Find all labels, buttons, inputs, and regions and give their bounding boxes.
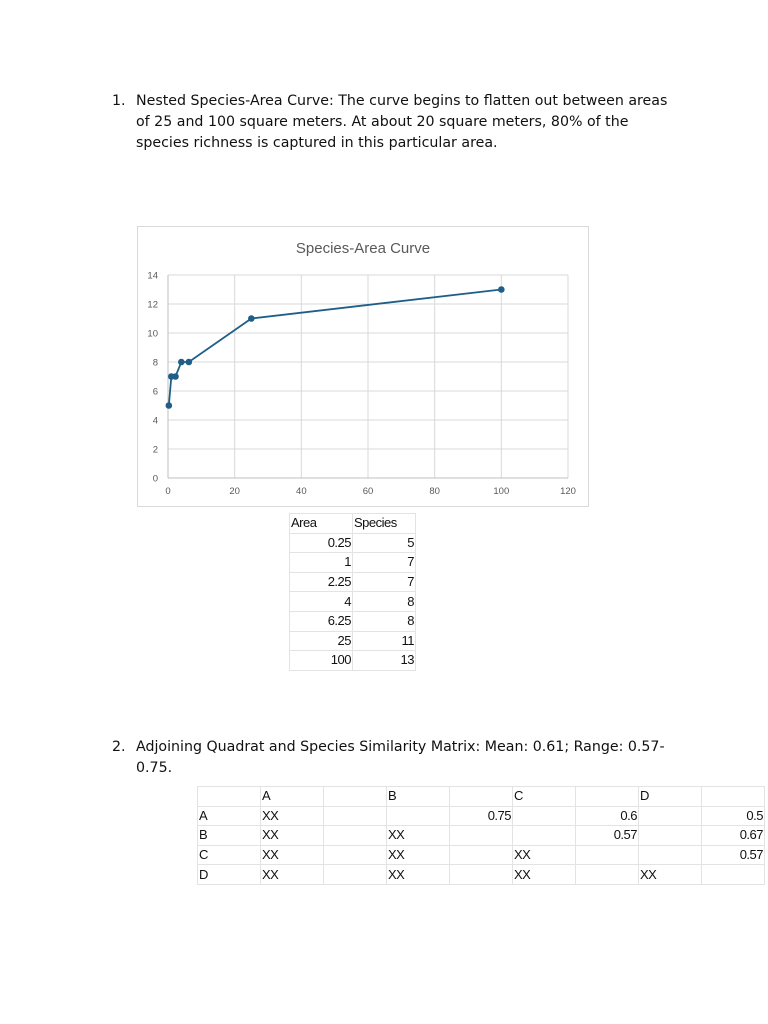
- data-point: [178, 359, 185, 366]
- x-tick-label: 60: [362, 486, 374, 497]
- column-header: A: [261, 787, 324, 807]
- table-cell: 7: [353, 572, 416, 592]
- table-row: [290, 533, 416, 553]
- list-text: Adjoining Quadrat and Species Similarity Matrix: Mean: 0.61; Range: 0.57-0.75.: [136, 739, 665, 776]
- table-cell: 0.57: [702, 845, 765, 865]
- column-header: Area: [290, 514, 353, 534]
- table-cell: 1: [290, 553, 353, 573]
- table-cell: [387, 806, 450, 826]
- list-number: 2.: [112, 739, 126, 755]
- table-cell: XX: [261, 806, 324, 826]
- table-cell: [324, 845, 387, 865]
- table-cell: XX: [387, 865, 450, 885]
- species-area-chart: [137, 226, 589, 507]
- table-cell: 13: [353, 651, 416, 671]
- list-item-2: [112, 737, 682, 779]
- table-cell: [513, 806, 576, 826]
- table-cell: [324, 865, 387, 885]
- table-row: [290, 553, 416, 573]
- table-cell: [639, 845, 702, 865]
- table-cell: [450, 865, 513, 885]
- column-header: [450, 787, 513, 807]
- table-cell: XX: [387, 845, 450, 865]
- x-tick-label: 20: [229, 486, 240, 497]
- data-point: [498, 286, 505, 293]
- table-row: [198, 826, 765, 846]
- y-tick-label: 12: [147, 299, 158, 311]
- column-header: D: [639, 787, 702, 807]
- table-cell: XX: [261, 845, 324, 865]
- chart-title: Species-Area Curve: [295, 240, 431, 257]
- table-cell: XX: [261, 865, 324, 885]
- row-header: D: [198, 865, 261, 885]
- y-tick-label: 2: [152, 444, 158, 456]
- column-header: [702, 787, 765, 807]
- list-text: Nested Species-Area Curve: The curve begins to flatten out between areas of 25 and 100 square meters. At about 20 square meters, 80% of the species richness is captured in this particular area.: [136, 93, 668, 151]
- row-header: C: [198, 845, 261, 865]
- table-cell: 2.25: [290, 572, 353, 592]
- table-cell: 8: [353, 592, 416, 612]
- x-tick-label: 80: [429, 486, 440, 497]
- x-tick-label: 100: [493, 486, 510, 497]
- table-cell: XX: [387, 826, 450, 846]
- list-number: 1.: [112, 93, 126, 109]
- table-row: [290, 592, 416, 612]
- similarity-matrix-table: [197, 786, 765, 885]
- table-row: [198, 806, 765, 826]
- column-header: [324, 787, 387, 807]
- table-cell: [324, 826, 387, 846]
- table-row: [290, 611, 416, 631]
- column-header: [198, 787, 261, 807]
- table-cell: [639, 806, 702, 826]
- table-cell: XX: [261, 826, 324, 846]
- table-cell: [702, 865, 765, 885]
- data-point: [186, 359, 193, 366]
- row-header: A: [198, 806, 261, 826]
- table-header-row: [290, 514, 416, 534]
- table-row: [198, 845, 765, 865]
- table-cell: 0.67: [702, 826, 765, 846]
- data-point: [172, 373, 179, 380]
- series-line: [169, 290, 502, 406]
- table-cell: 25: [290, 631, 353, 651]
- x-tick-label: 120: [560, 486, 576, 497]
- table-cell: XX: [639, 865, 702, 885]
- area-species-table: [289, 513, 416, 671]
- table-cell: 6.25: [290, 611, 353, 631]
- table-row: [290, 572, 416, 592]
- table-cell: 8: [353, 611, 416, 631]
- y-tick-label: 6: [152, 386, 158, 398]
- table-cell: 7: [353, 553, 416, 573]
- y-tick-label: 0: [152, 473, 158, 485]
- data-point: [248, 315, 255, 322]
- table-cell: [639, 826, 702, 846]
- table-cell: 0.75: [450, 806, 513, 826]
- table-row: [198, 865, 765, 885]
- column-header: B: [387, 787, 450, 807]
- x-tick-label: 0: [165, 486, 171, 497]
- y-tick-label: 8: [152, 357, 158, 369]
- table-cell: 100: [290, 651, 353, 671]
- table-cell: 0.57: [576, 826, 639, 846]
- table-cell: 0.25: [290, 533, 353, 553]
- table-cell: XX: [513, 865, 576, 885]
- column-header: C: [513, 787, 576, 807]
- y-tick-label: 4: [152, 415, 158, 427]
- column-header: Species: [353, 514, 416, 534]
- table-cell: 0.6: [576, 806, 639, 826]
- table-cell: 5: [353, 533, 416, 553]
- table-cell: [450, 845, 513, 865]
- y-tick-label: 14: [147, 270, 158, 282]
- table-cell: [450, 826, 513, 846]
- row-header: B: [198, 826, 261, 846]
- column-header: [576, 787, 639, 807]
- table-cell: [324, 806, 387, 826]
- data-point: [166, 402, 173, 409]
- table-cell: 4: [290, 592, 353, 612]
- table-row: [290, 651, 416, 671]
- table-cell: [576, 865, 639, 885]
- x-tick-label: 40: [296, 486, 307, 497]
- table-cell: [513, 826, 576, 846]
- table-cell: XX: [513, 845, 576, 865]
- list-item-1: [112, 91, 682, 154]
- table-cell: 11: [353, 631, 416, 651]
- table-cell: 0.5: [702, 806, 765, 826]
- y-tick-label: 10: [147, 328, 158, 340]
- table-cell: [576, 845, 639, 865]
- chart-svg: [138, 227, 590, 508]
- table-header-row: [198, 787, 765, 807]
- table-row: [290, 631, 416, 651]
